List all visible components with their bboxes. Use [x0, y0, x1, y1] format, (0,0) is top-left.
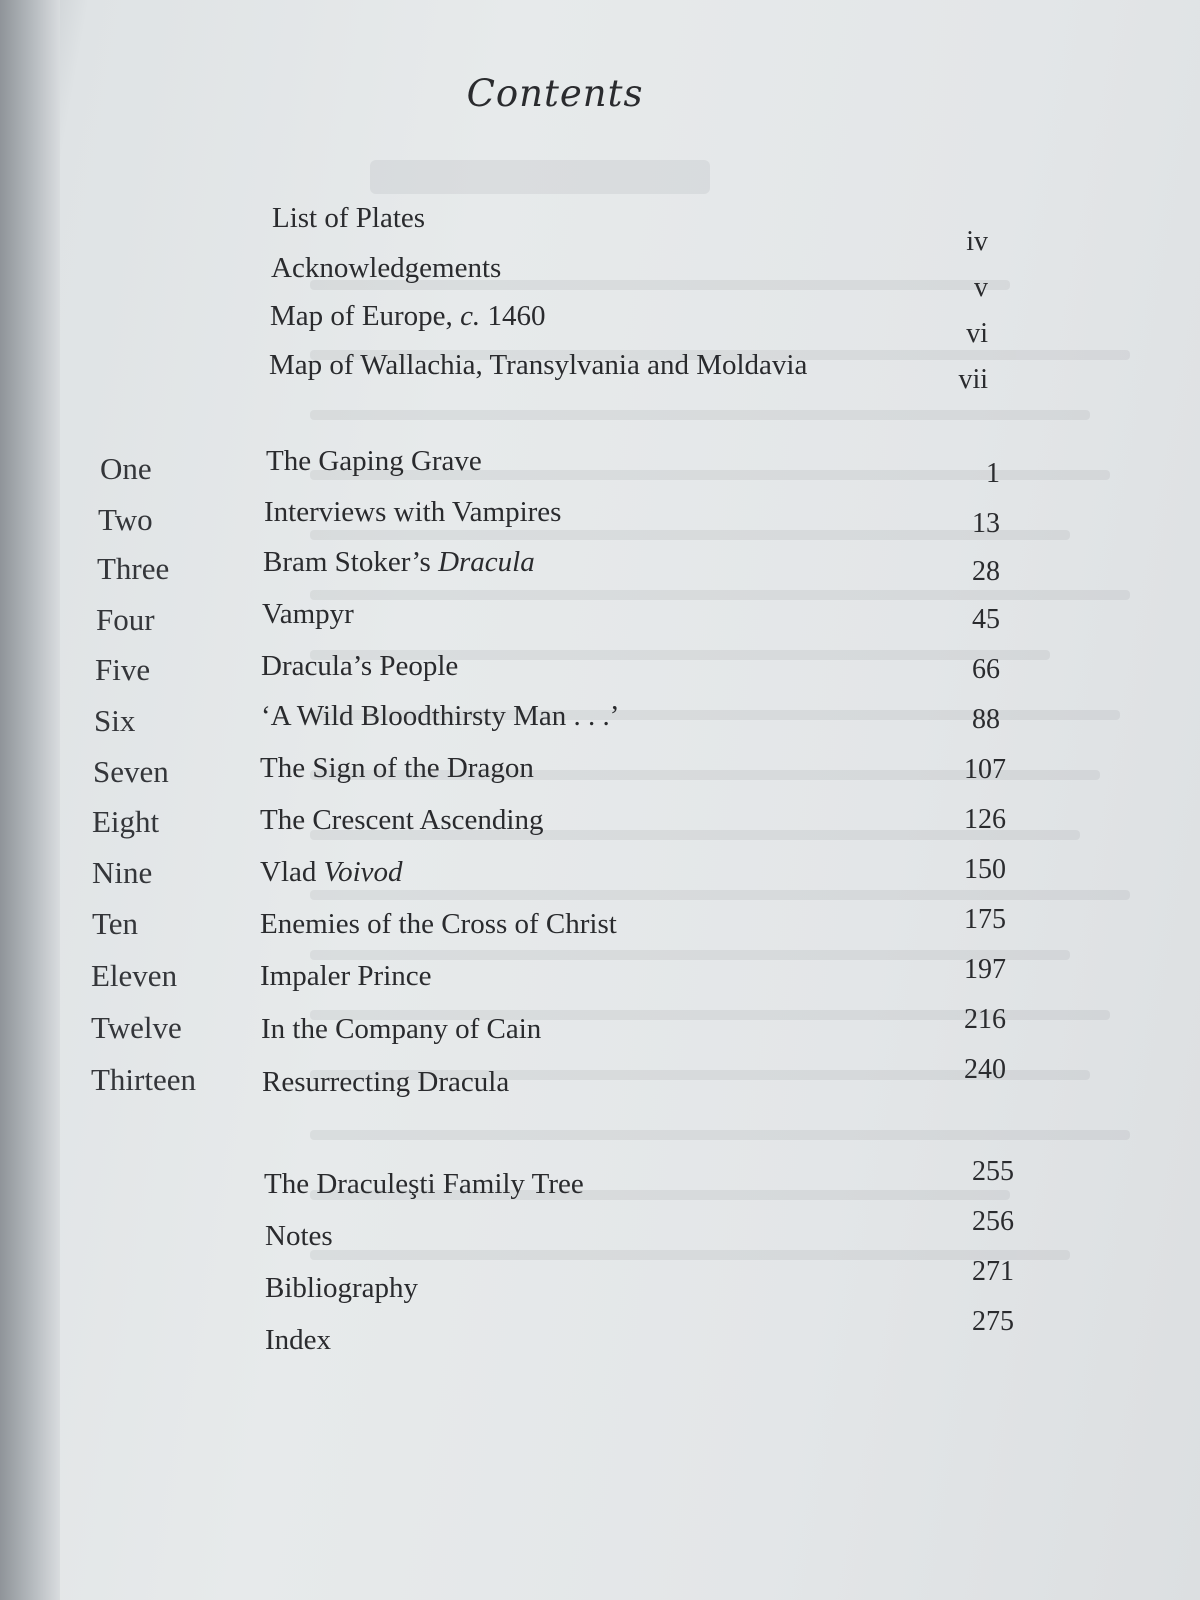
- chapter-page: 13: [972, 508, 1000, 539]
- front-matter-page: v: [974, 272, 988, 303]
- chapter-number: Six: [94, 703, 136, 738]
- chapter-number: Thirteen: [91, 1062, 197, 1097]
- front-matter-label: Map of Wallachia, Transylvania and Moldavia: [269, 349, 808, 381]
- chapter-title: Vlad Voivod: [260, 856, 403, 888]
- front-matter-page: vi: [966, 318, 988, 349]
- chapter-number: One: [100, 451, 152, 486]
- chapter-page: 150: [964, 854, 1006, 885]
- chapter-number: Two: [98, 502, 153, 537]
- back-matter-label: Notes: [265, 1220, 333, 1252]
- chapter-page: 66: [972, 654, 1000, 685]
- chapter-page: 240: [964, 1054, 1006, 1085]
- chapter-number: Three: [97, 551, 170, 586]
- chapter-number: Five: [95, 652, 151, 687]
- chapter-title: Enemies of the Cross of Christ: [260, 908, 617, 940]
- back-matter-label: The Draculeşti Family Tree: [264, 1168, 584, 1200]
- front-matter-label: Map of Europe, c. 1460: [270, 300, 546, 332]
- back-matter-page: 275: [972, 1306, 1014, 1337]
- chapter-number: Ten: [92, 906, 139, 941]
- back-matter-label: Index: [265, 1324, 332, 1356]
- chapter-title: ‘A Wild Bloodthirsty Man . . .’: [261, 700, 620, 732]
- chapter-page: 88: [972, 704, 1000, 735]
- back-matter-page: 255: [972, 1156, 1014, 1187]
- back-matter-label: Bibliography: [265, 1272, 419, 1304]
- chapter-title: Dracula’s People: [261, 650, 459, 682]
- chapter-page: 1: [986, 458, 1000, 489]
- chapter-page: 175: [964, 904, 1006, 935]
- front-matter-label: Acknowledgements: [271, 252, 502, 284]
- chapter-number: Seven: [93, 754, 169, 789]
- book-gutter: [0, 0, 60, 1600]
- chapter-page: 126: [964, 804, 1006, 835]
- chapter-title: Interviews with Vampires: [264, 496, 562, 528]
- chapter-title: Vampyr: [262, 598, 354, 630]
- chapter-title: Bram Stoker’s Dracula: [263, 546, 535, 578]
- front-matter-label: List of Plates: [272, 202, 426, 234]
- chapter-number: Nine: [92, 855, 153, 890]
- chapter-title: The Crescent Ascending: [260, 804, 544, 836]
- back-matter-page: 271: [972, 1256, 1014, 1287]
- chapter-title: The Sign of the Dragon: [260, 752, 534, 784]
- front-matter-page: vii: [958, 364, 988, 395]
- chapter-page: 107: [964, 754, 1006, 785]
- chapter-page: 216: [964, 1004, 1006, 1035]
- chapter-title: The Gaping Grave: [266, 445, 482, 477]
- contents-title: Contents: [466, 72, 644, 115]
- chapter-number: Eight: [92, 804, 160, 839]
- chapter-title: In the Company of Cain: [261, 1013, 542, 1045]
- chapter-number: Twelve: [91, 1010, 182, 1045]
- front-matter-page: iv: [966, 226, 988, 257]
- back-matter-page: 256: [972, 1206, 1014, 1237]
- chapter-number: Eleven: [91, 958, 178, 993]
- chapter-page: 28: [972, 556, 1000, 587]
- chapter-number: Four: [96, 602, 155, 637]
- chapter-title: Resurrecting Dracula: [262, 1066, 510, 1098]
- chapter-page: 45: [972, 604, 1000, 635]
- chapter-page: 197: [964, 954, 1006, 985]
- chapter-title: Impaler Prince: [260, 960, 432, 992]
